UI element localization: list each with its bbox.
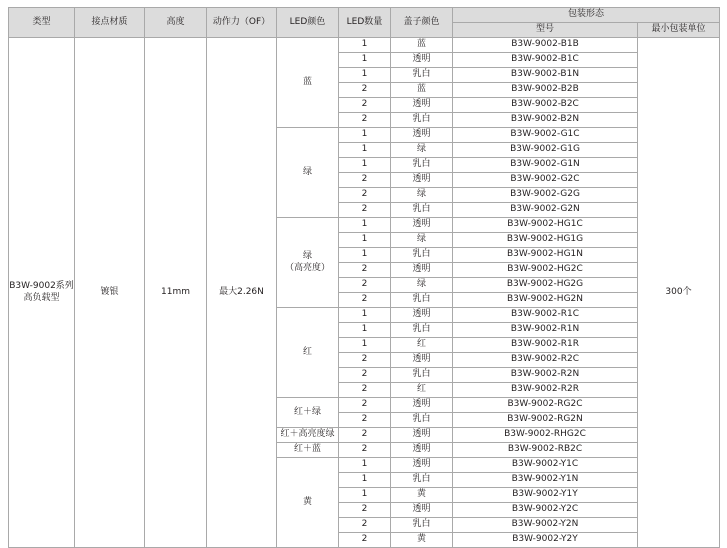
cell-model: B3W-9002-R2N bbox=[453, 368, 638, 383]
cell-led-qty: 1 bbox=[339, 248, 391, 263]
cell-led-qty: 1 bbox=[339, 323, 391, 338]
cell-led-qty: 2 bbox=[339, 398, 391, 413]
col-header-contact-material: 接点材质 bbox=[75, 8, 145, 38]
cell-cap-color: 绿 bbox=[391, 143, 453, 158]
cell-cap-color: 透明 bbox=[391, 398, 453, 413]
cell-led-qty: 1 bbox=[339, 233, 391, 248]
cell-model: B3W-9002-HG1C bbox=[453, 218, 638, 233]
cell-model: B3W-9002-Y1C bbox=[453, 458, 638, 473]
cell-led-color: 红＋蓝 bbox=[277, 443, 339, 458]
cell-led-qty: 2 bbox=[339, 293, 391, 308]
cell-led-qty: 2 bbox=[339, 353, 391, 368]
cell-cap-color: 透明 bbox=[391, 173, 453, 188]
cell-model: B3W-9002-B2C bbox=[453, 98, 638, 113]
cell-model: B3W-9002-B1N bbox=[453, 68, 638, 83]
cell-min-pack-unit: 300个 bbox=[638, 38, 720, 548]
cell-cap-color: 乳白 bbox=[391, 413, 453, 428]
cell-cap-color: 乳白 bbox=[391, 368, 453, 383]
cell-led-color: 红＋绿 bbox=[277, 398, 339, 428]
cell-cap-color: 透明 bbox=[391, 503, 453, 518]
col-header-operating-force: 动作力（OF） bbox=[207, 8, 277, 38]
table-header bbox=[9, 8, 720, 38]
cell-led-qty: 1 bbox=[339, 473, 391, 488]
spec-table-page bbox=[0, 7, 727, 545]
cell-cap-color: 乳白 bbox=[391, 293, 453, 308]
cell-model: B3W-9002-Y2Y bbox=[453, 533, 638, 548]
cell-model: B3W-9002-HG1G bbox=[453, 233, 638, 248]
product-spec-table bbox=[8, 7, 720, 548]
cell-led-qty: 1 bbox=[339, 308, 391, 323]
cell-led-qty: 2 bbox=[339, 83, 391, 98]
cell-model: B3W-9002-Y2N bbox=[453, 518, 638, 533]
col-header-cap-color: 盖子颜色 bbox=[391, 8, 453, 38]
cell-height: 11mm bbox=[145, 38, 207, 548]
cell-led-qty: 1 bbox=[339, 53, 391, 68]
cell-led-qty: 1 bbox=[339, 128, 391, 143]
cell-model: B3W-9002-RG2C bbox=[453, 398, 638, 413]
cell-cap-color: 透明 bbox=[391, 128, 453, 143]
cell-led-qty: 2 bbox=[339, 173, 391, 188]
cell-model: B3W-9002-G2G bbox=[453, 188, 638, 203]
cell-model: B3W-9002-Y1N bbox=[453, 473, 638, 488]
cell-led-qty: 1 bbox=[339, 338, 391, 353]
table-row bbox=[9, 38, 720, 53]
cell-cap-color: 乳白 bbox=[391, 323, 453, 338]
cell-cap-color: 绿 bbox=[391, 188, 453, 203]
cell-led-qty: 1 bbox=[339, 458, 391, 473]
cell-cap-color: 绿 bbox=[391, 278, 453, 293]
cell-led-qty: 2 bbox=[339, 278, 391, 293]
cell-model: B3W-9002-HG2N bbox=[453, 293, 638, 308]
cell-cap-color: 红 bbox=[391, 383, 453, 398]
cell-model: B3W-9002-B1C bbox=[453, 53, 638, 68]
col-header-min-pack-unit: 最小包装单位 bbox=[638, 23, 720, 38]
cell-cap-color: 乳白 bbox=[391, 473, 453, 488]
cell-model: B3W-9002-R2R bbox=[453, 383, 638, 398]
cell-model: B3W-9002-R1C bbox=[453, 308, 638, 323]
cell-cap-color: 乳白 bbox=[391, 68, 453, 83]
cell-cap-color: 透明 bbox=[391, 458, 453, 473]
cell-model: B3W-9002-RG2N bbox=[453, 413, 638, 428]
cell-model: B3W-9002-HG2G bbox=[453, 278, 638, 293]
cell-contact-material: 镀银 bbox=[75, 38, 145, 548]
col-header-package-group: 包装形态 bbox=[453, 8, 720, 23]
cell-led-qty: 1 bbox=[339, 218, 391, 233]
cell-model: B3W-9002-G1C bbox=[453, 128, 638, 143]
cell-model: B3W-9002-HG2C bbox=[453, 263, 638, 278]
cell-type: B3W-9002系列 高负载型 bbox=[9, 38, 75, 548]
cell-led-color: 蓝 bbox=[277, 38, 339, 128]
cell-model: B3W-9002-B2N bbox=[453, 113, 638, 128]
cell-model: B3W-9002-HG1N bbox=[453, 248, 638, 263]
cell-led-qty: 2 bbox=[339, 113, 391, 128]
cell-cap-color: 黄 bbox=[391, 533, 453, 548]
cell-cap-color: 乳白 bbox=[391, 113, 453, 128]
cell-led-qty: 2 bbox=[339, 518, 391, 533]
cell-model: B3W-9002-Y2C bbox=[453, 503, 638, 518]
cell-cap-color: 绿 bbox=[391, 233, 453, 248]
cell-operating-force: 最大2.26N bbox=[207, 38, 277, 548]
cell-led-color: 红 bbox=[277, 308, 339, 398]
cell-led-qty: 2 bbox=[339, 413, 391, 428]
cell-led-color: 绿 bbox=[277, 128, 339, 218]
cell-model: B3W-9002-G2C bbox=[453, 173, 638, 188]
cell-cap-color: 乳白 bbox=[391, 158, 453, 173]
cell-model: B3W-9002-G2N bbox=[453, 203, 638, 218]
cell-model: B3W-9002-B1B bbox=[453, 38, 638, 53]
cell-led-qty: 2 bbox=[339, 428, 391, 443]
cell-led-qty: 1 bbox=[339, 143, 391, 158]
cell-model: B3W-9002-R1R bbox=[453, 338, 638, 353]
col-header-led-color: LED颜色 bbox=[277, 8, 339, 38]
cell-cap-color: 透明 bbox=[391, 263, 453, 278]
cell-led-qty: 2 bbox=[339, 533, 391, 548]
cell-model: B3W-9002-Y1Y bbox=[453, 488, 638, 503]
cell-led-qty: 2 bbox=[339, 98, 391, 113]
cell-model: B3W-9002-R1N bbox=[453, 323, 638, 338]
col-header-model: 型号 bbox=[453, 23, 638, 38]
cell-cap-color: 透明 bbox=[391, 98, 453, 113]
cell-led-qty: 2 bbox=[339, 368, 391, 383]
cell-model: B3W-9002-G1G bbox=[453, 143, 638, 158]
col-header-led-qty: LED数量 bbox=[339, 8, 391, 38]
cell-led-qty: 1 bbox=[339, 488, 391, 503]
cell-led-qty: 2 bbox=[339, 188, 391, 203]
col-header-height: 高度 bbox=[145, 8, 207, 38]
cell-cap-color: 蓝 bbox=[391, 38, 453, 53]
cell-cap-color: 透明 bbox=[391, 308, 453, 323]
cell-led-qty: 1 bbox=[339, 68, 391, 83]
cell-cap-color: 乳白 bbox=[391, 518, 453, 533]
cell-model: B3W-9002-RB2C bbox=[453, 443, 638, 458]
cell-cap-color: 透明 bbox=[391, 428, 453, 443]
cell-led-qty: 1 bbox=[339, 38, 391, 53]
cell-cap-color: 黄 bbox=[391, 488, 453, 503]
cell-model: B3W-9002-B2B bbox=[453, 83, 638, 98]
cell-led-qty: 2 bbox=[339, 383, 391, 398]
table-header-row-1 bbox=[9, 8, 720, 23]
cell-led-qty: 2 bbox=[339, 503, 391, 518]
cell-cap-color: 乳白 bbox=[391, 203, 453, 218]
cell-model: B3W-9002-R2C bbox=[453, 353, 638, 368]
cell-led-qty: 1 bbox=[339, 158, 391, 173]
cell-cap-color: 乳白 bbox=[391, 248, 453, 263]
col-header-type: 类型 bbox=[9, 8, 75, 38]
cell-model: B3W-9002-RHG2C bbox=[453, 428, 638, 443]
cell-led-color: 红＋高亮度绿 bbox=[277, 428, 339, 443]
cell-model: B3W-9002-G1N bbox=[453, 158, 638, 173]
table-body bbox=[9, 38, 720, 548]
cell-cap-color: 蓝 bbox=[391, 83, 453, 98]
cell-cap-color: 红 bbox=[391, 338, 453, 353]
cell-led-qty: 2 bbox=[339, 443, 391, 458]
cell-led-color: 绿 （高亮度） bbox=[277, 218, 339, 308]
cell-cap-color: 透明 bbox=[391, 218, 453, 233]
cell-led-qty: 2 bbox=[339, 203, 391, 218]
cell-led-color: 黄 bbox=[277, 458, 339, 548]
cell-led-qty: 2 bbox=[339, 263, 391, 278]
cell-cap-color: 透明 bbox=[391, 53, 453, 68]
cell-cap-color: 透明 bbox=[391, 443, 453, 458]
cell-cap-color: 透明 bbox=[391, 353, 453, 368]
